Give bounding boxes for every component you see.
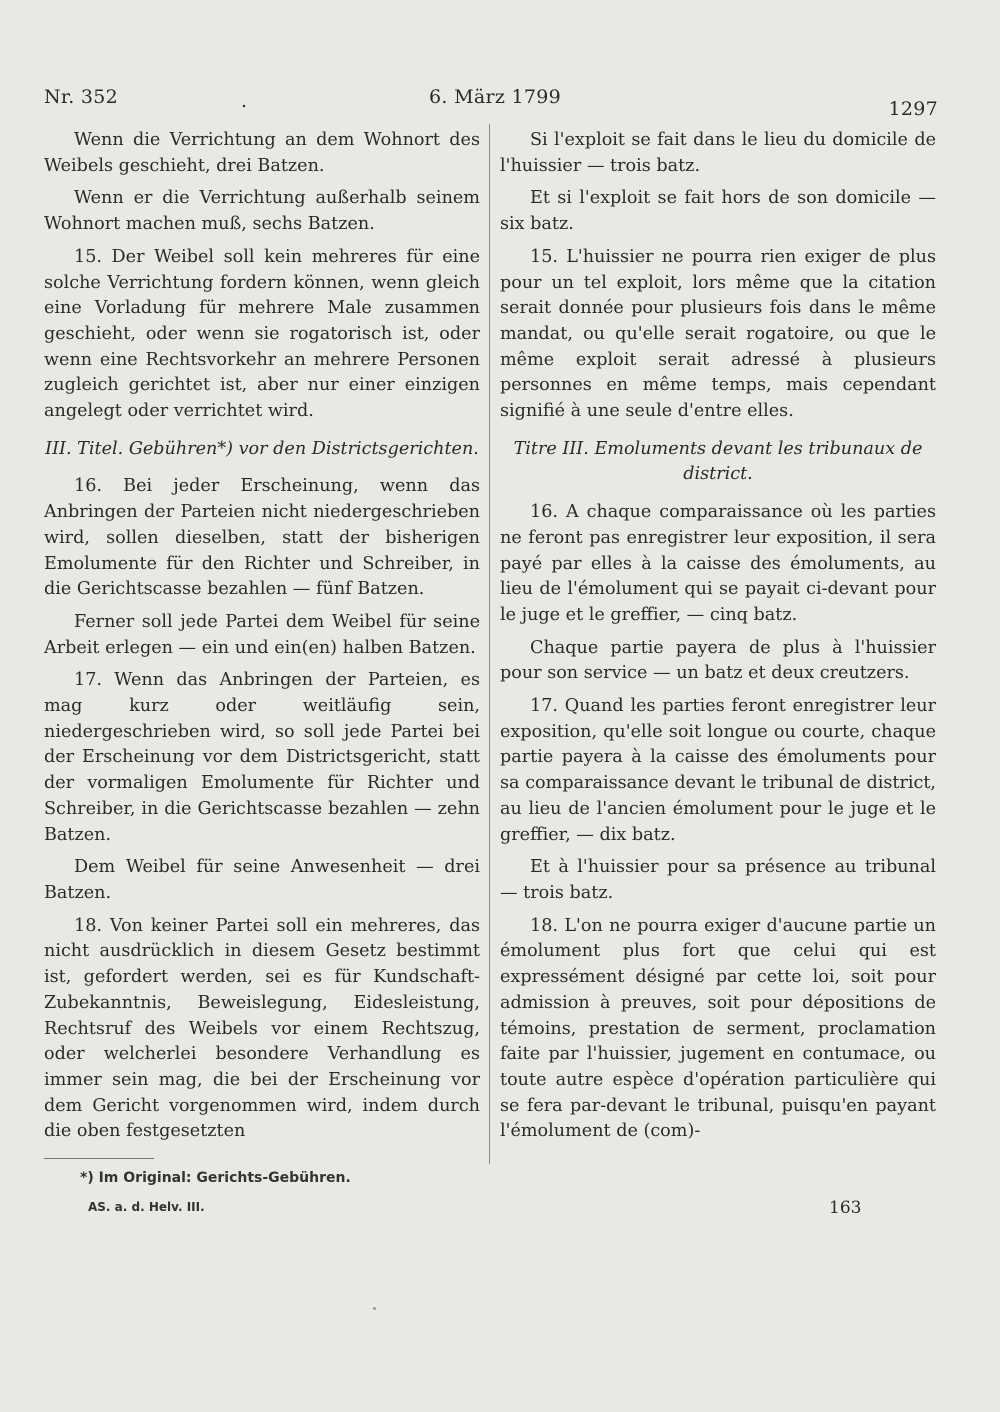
footnote: *) Im Original: Gerichts-Gebühren.: [80, 1170, 351, 1186]
paper-speck: [373, 1307, 376, 1310]
section-title: Titre III. Emoluments devant les tribunaux de district.: [513, 438, 923, 485]
paragraph: 16. Bei jeder Erscheinung, wenn das Anbringen der Parteien nicht niedergeschrieben wird, sollen dieselben, statt der bisherigen Emolumente für den Richter und Schreiber, in die Gerichtscasse bezahlen — fünf Batzen.: [44, 476, 480, 600]
signature-mark: AS. a. d. Helv. III.: [88, 1200, 205, 1214]
paragraph: Wenn die Verrichtung an dem Wohnort des Weibels geschieht, drei Batzen.: [44, 130, 480, 176]
paragraph: Ferner soll jede Partei dem Weibel für seine Arbeit erlegen — ein und ein(en) halben Batzen.: [44, 611, 480, 658]
section-title: III. Titel. Gebühren*) vor den Districtsgerichten.: [45, 438, 479, 459]
german-column: [44, 128, 480, 1152]
paragraph: 16. A chaque comparaissance où les parties ne feront pas enregistrer leur exposition, il sera payé par elles à la caisse des émoluments, au lieu de l'émolument qui se payait ci-devant pour le juge et le greffier, — cinq batz.: [500, 502, 936, 625]
paragraph: 18. Von keiner Partei soll ein mehreres, das nicht ausdrücklich in diesem Gesetz bestimmt ist, gefordert werden, sei es für Kundschaft-Zubekanntnis, Beweislegung, Eidesleistung, Rechtsruf des Weibels vor einem Rechtszug, oder welcherlei besondere Verhandlung es immer sein mag, die bei der Erscheinung vor dem Gericht vorgenommen wird, indem durch die oben festgesetzten: [44, 915, 480, 1142]
header-number: Nr. 352: [44, 86, 119, 108]
footnote-rule: [44, 1158, 154, 1159]
paragraph: 17. Quand les parties feront enregistrer leur exposition, qu'elle soit longue ou courte, chaque partie payera à la caisse des émoluments pour sa comparaissance devant le tribunal de district, au lieu de l'ancien émolument pour le juge et le greffier, — dix batz.: [500, 696, 936, 845]
paragraph: Chaque partie payera de plus à l'huissier pour son service — un batz et deux creutzers.: [500, 637, 936, 684]
paragraph: Wenn er die Verrichtung außerhalb seinem Wohnort machen muß, sechs Batzen.: [44, 188, 480, 235]
paragraph: Dem Weibel für seine Anwesenheit — drei Batzen.: [44, 857, 480, 903]
column-divider: [489, 124, 490, 1164]
page-number: 1297: [888, 98, 938, 120]
french-column: [500, 128, 936, 1152]
header-dot: .: [241, 90, 248, 112]
paragraph: 15. Der Weibel soll kein mehreres für eine solche Verrichtung fordern können, wenn gleich eine Vorladung für mehrere Male zusammen geschieht, oder wenn sie rogatorisch ist, oder wenn eine Rechtsvorkehr an mehrere Personen zugleich gerichtet ist, aber nur einer einzigen angelegt oder verrichtet wird.: [44, 246, 480, 422]
paragraph: Et à l'huissier pour sa présence au tribunal — trois batz.: [500, 857, 936, 903]
header-date: 6. März 1799: [429, 86, 562, 108]
paragraph: 18. L'on ne pourra exiger d'aucune partie un émolument plus fort que celui qui est expressément désigné par cette loi, soit pour admission à preuves, soit pour dépositions de témoins, prestation de serment, proclamation faite par l'huissier, jugement en contumace, ou toute autre espèce d'opération particulière qui se fera par-devant le tribunal, puisqu'en payant l'émolument de (com)-: [500, 915, 936, 1142]
paragraph: 17. Wenn das Anbringen der Parteien, es mag kurz oder weitläufig sein, niedergeschrieben wird, so soll jede Partei bei der Erscheinung vor dem Districtsgericht, statt der vormaligen Emolumente für Richter und Schreiber, in die Gerichtscasse bezahlen — zehn Batzen.: [44, 670, 480, 845]
paragraph: Si l'exploit se fait dans le lieu du domicile de l'huissier — trois batz.: [500, 130, 936, 176]
paragraph: 15. L'huissier ne pourra rien exiger de plus pour un tel exploit, lors même que la citation serait donnée pour plusieurs fois dans le même mandat, ou qu'elle serait rogatoire, ou que le même exploit serait adressé à plusieurs personnes en même temps, mais cependant signifié à une seule d'entre elles.: [500, 246, 936, 422]
paragraph: Et si l'exploit se fait hors de son domicile — six batz.: [500, 188, 936, 235]
sheet-number: 163: [829, 1198, 862, 1218]
